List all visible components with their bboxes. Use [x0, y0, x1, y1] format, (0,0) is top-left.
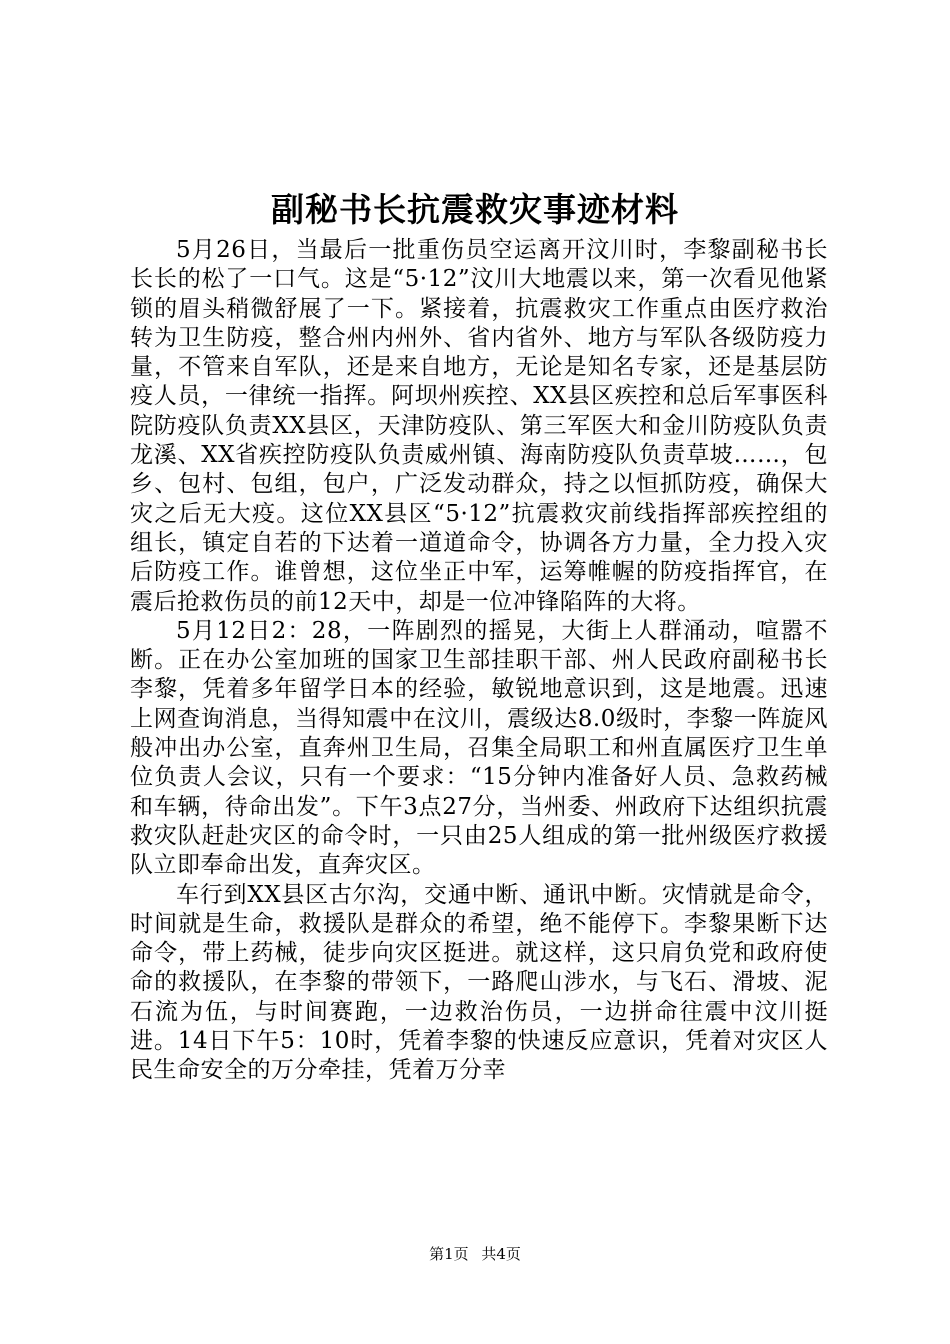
page-number-total: 共4页 [481, 1245, 521, 1263]
page-number-current: 第1页 [429, 1245, 469, 1263]
paragraph-1: 5月26日，当最后一批重伤员空运离开汶川时，李黎副秘书长长长的松了一口气。这是“5·12”汶川大地震以来，第一次看见他紧锁的眉头稍微舒展了一下。紧接着，抗震救灾工作重点由医疗救治转为卫生防疫，整合州内州外、省内省外、地方与军队各级防疫力量，不管来自军队，还是来自地方，无论是知名专家，还是基层防疫人员，一律统一指挥。阿坝州疾控、XX县区疾控和总后军事医科院防疫队负责XX县区，天津防疫队、第三军医大和金川防疫队负责龙溪、XX省疾控防疫队负责威州镇、海南防疫队负责草坡……，包乡、包村、包组，包户，广泛发动群众，持之以恒抓防疫，确保大灾之后无大疫。这位XX县区“5·12”抗震救灾前线指挥部疾控组的组长，镇定自若的下达着一道道命令，协调各方力量，全力投入灾后防疫工作。谁曾想，这位坐正中军，运筹帷幄的防疫指挥官，在震后抢救伤员的前12天中，却是一位冲锋陷阵的大将。 [130, 237, 828, 615]
paragraph-3: 车行到XX县区古尔沟，交通中断、通讯中断。灾情就是命令，时间就是生命，救援队是群众的希望，绝不能停下。李黎果断下达命令，带上药械，徒步向灾区挺进。就这样，这只肩负党和政府使命的救援队，在李黎的带领下，一路爬山涉水，与飞石、滑坡、泥石流为伍，与时间赛跑，一边救治伤员，一边拼命往震中汶川挺进。14日下午5：10时，凭着李黎的快速反应意识，凭着对灾区人民生命安全的万分牵挂，凭着万分幸 [130, 881, 828, 1084]
page-footer [0, 1242, 950, 1266]
paragraph-2: 5月12日2：28，一阵剧烈的摇晃，大街上人群涌动，喧嚣不断。正在办公室加班的国家卫生部挂职干部、州人民政府副秘书长李黎，凭着多年留学日本的经验，敏锐地意识到，这是地震。迅速上网查询消息，当得知震中在汶川，震级达8.0级时，李黎一阵旋风般冲出办公室，直奔州卫生局，召集全局职工和州直属医疗卫生单位负责人会议，只有一个要求：“15分钟内准备好人员、急救药械和车辆，待命出发”。下午3点27分，当州委、州政府下达组织抗震救灾队赶赴灾区的命令时，一只由25人组成的第一批州级医疗救援队立即奉命出发，直奔灾区。 [130, 617, 828, 879]
document-body [130, 236, 828, 1086]
document-title: 副秘书长抗震救灾事迹材料 [271, 190, 679, 229]
